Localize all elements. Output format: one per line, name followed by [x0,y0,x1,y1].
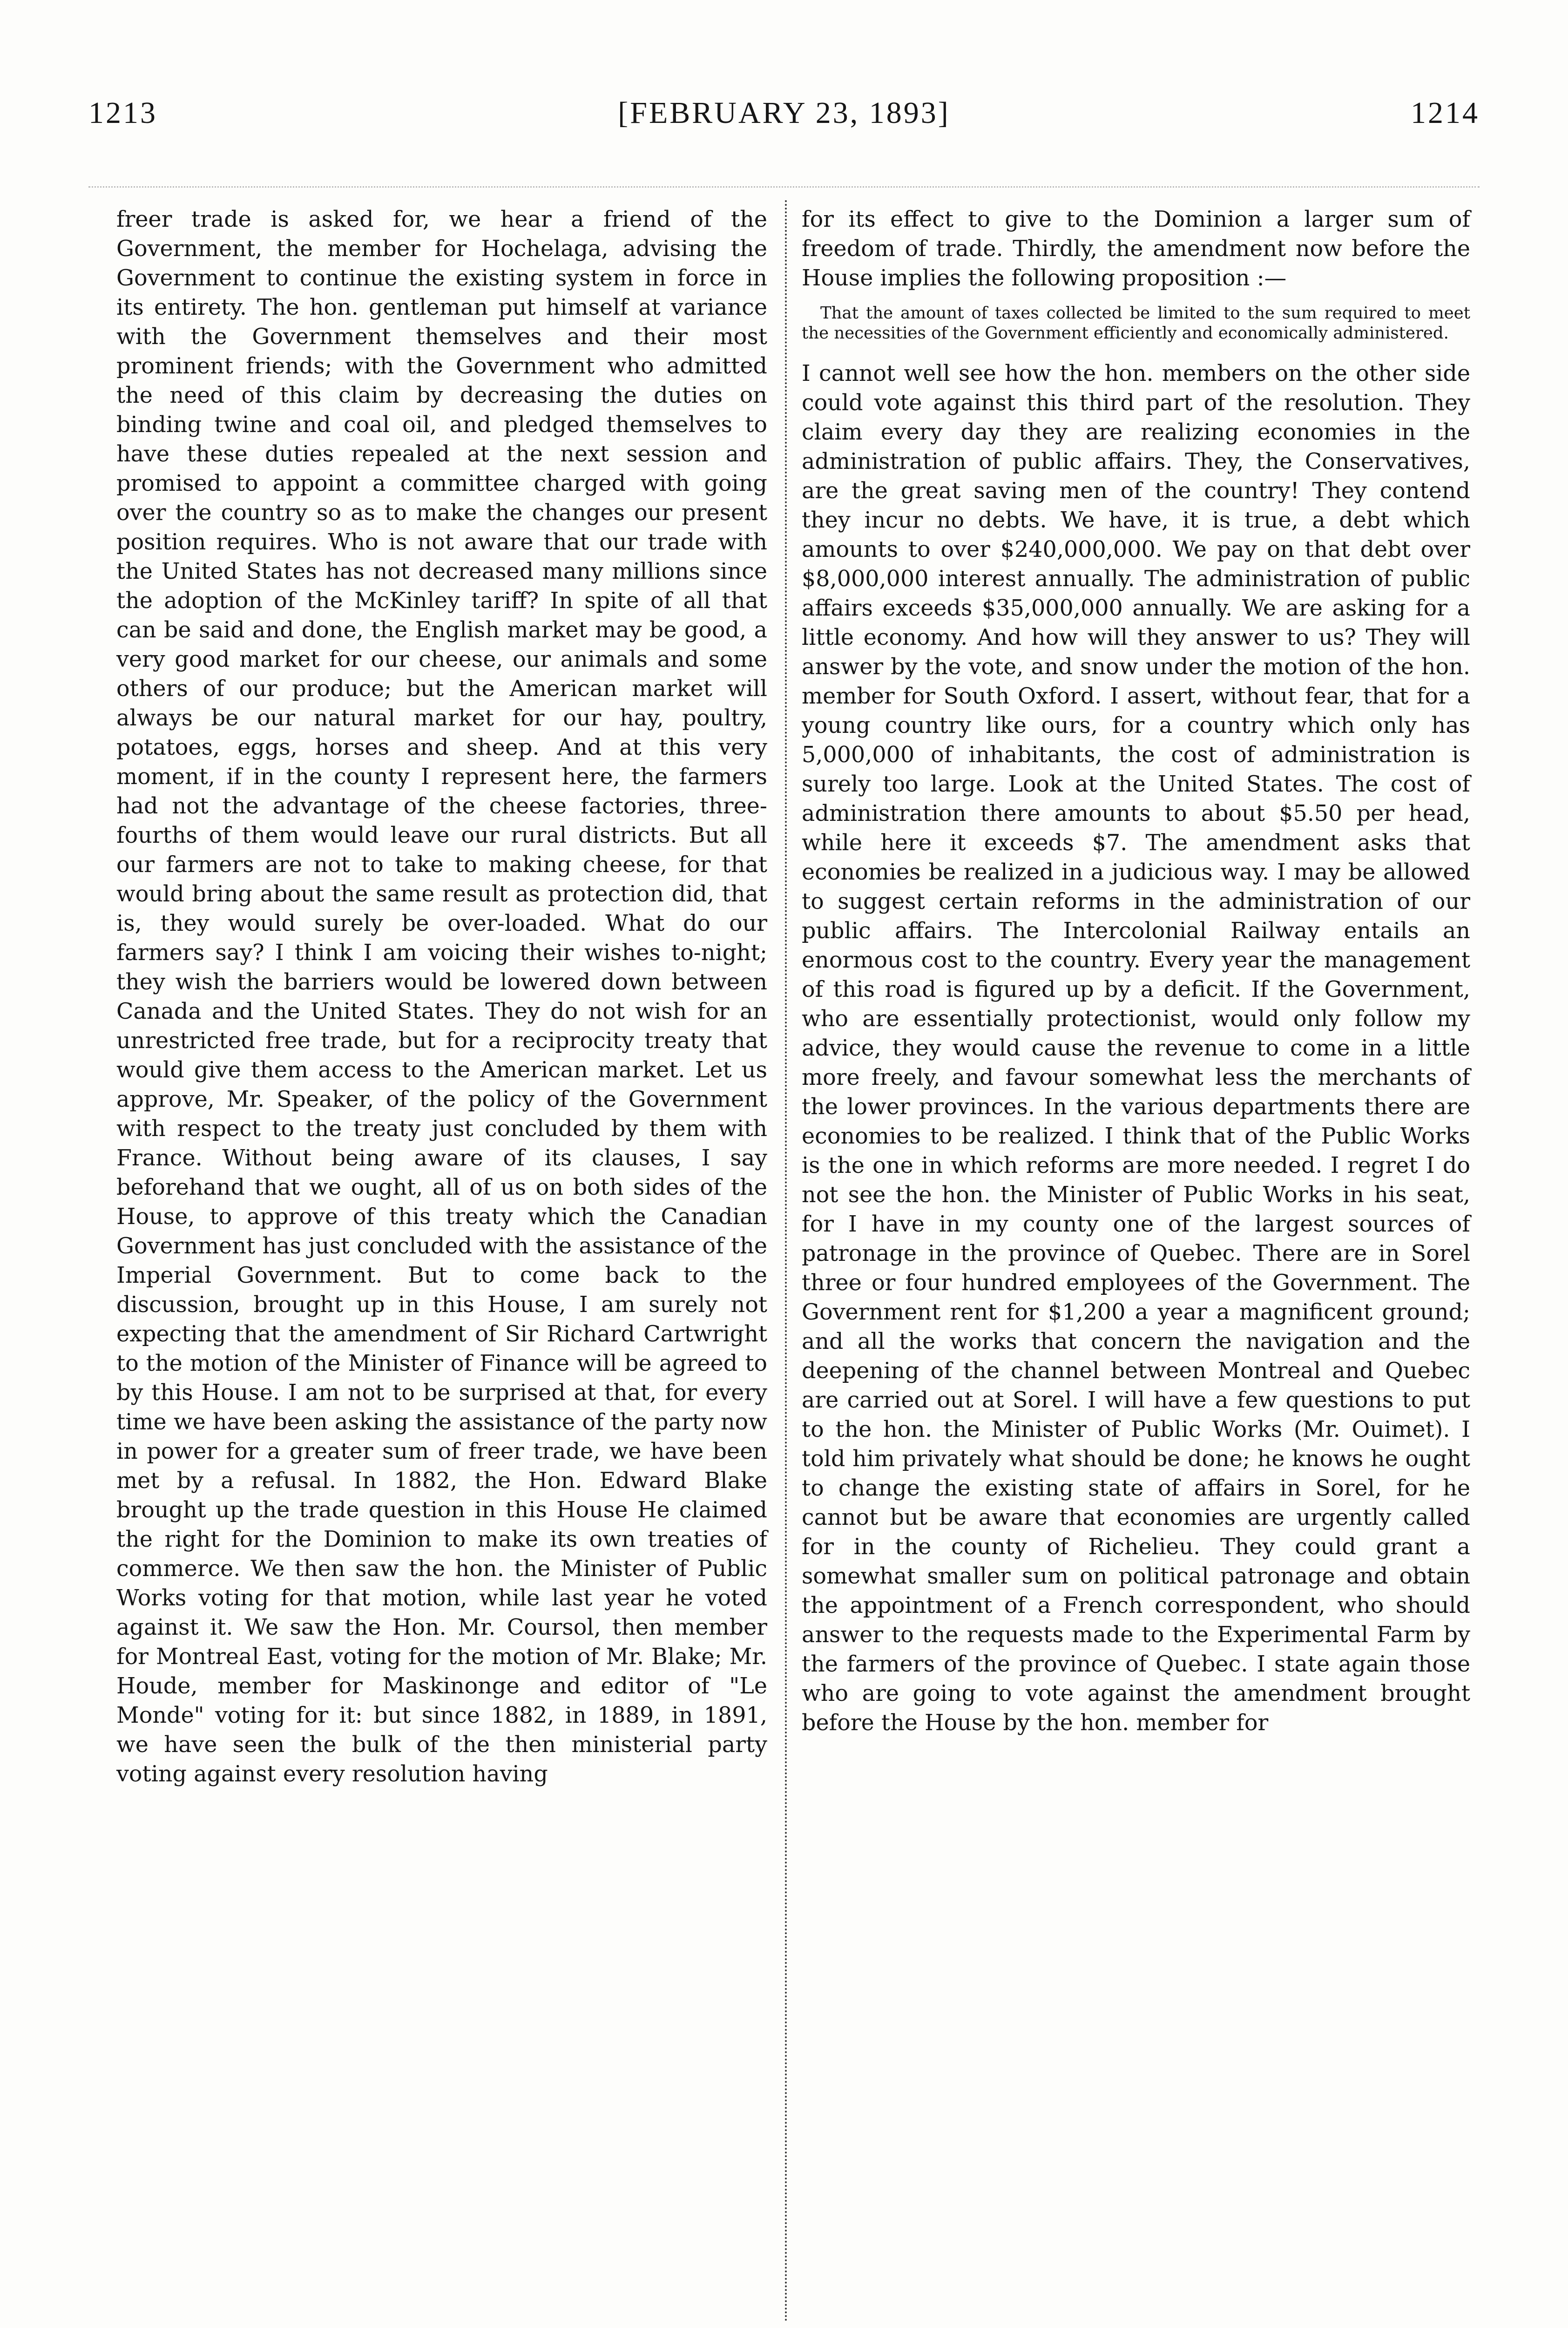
column-divider [785,200,787,2323]
right-column-text-intro: for its effect to give to the Dominion a larger sum of freedom of trade. Thirdly, the amendment now before the House implies the following proposition :— [802,207,1470,291]
header-rule [88,186,1480,188]
header-date: [FEBRUARY 23, 1893] [618,96,950,130]
right-page-number: 1214 [1411,96,1480,130]
left-column [116,205,767,1789]
right-column [802,205,1470,1738]
left-column-text: freer trade is asked for, we hear a friend of the Government, the member for Hochelaga, advising the Government to continue the existing system in force in its entirety. The hon. gentleman put himself at variance with the Government themselves and their most prominent friends; with the Government who admitted the need of this claim by decreasing the duties on binding twine and coal oil, and pledged themselves to have these duties repealed at the next session and promised to appoint a committee charged with going over the country so as to make the changes our present position requires. Who is not aware that our trade with the United States has not decreased many millions since the adoption of the McKinley tariff? In spite of all that can be said and done, the English market may be good, a very good market for our cheese, our animals and some others of our produce; but the American market will always be our natural market for our hay, poultry, potatoes, eggs, horses and sheep. And at this very moment, if in the county I represent here, the farmers had not the advantage of the cheese factories, three-fourths of them would leave our rural districts. But all our farmers are not to take to making cheese, for that would bring about the same result as protection did, that is, they would surely be over-loaded. What do our farmers say? I think I am voicing their wishes to-night; they wish the barriers would be lowered down between Canada and the United States. They do not wish for an unrestricted free trade, but for a reciprocity treaty that would give them access to the American market. Let us approve, Mr. Speaker, of the policy of the Government with respect to the treaty just concluded by them with France. Without being aware of its clauses, I say beforehand that we ought, all of us on both sides of the House, to approve of this treaty which the Canadian Government has just concluded with the assistance of the Imperial Government. But to come back to the discussion, brought up in this House, I am surely not expecting that the amendment of Sir Richard Cartwright to the motion of the Minister of Finance will be agreed to by this House. I am not to be surprised at that, for every time we have been asking the assistance of the party now in power for a greater sum of freer trade, we have been met by a refusal. In 1882, the Hon. Edward Blake brought up the trade question in this House He claimed the right for the Dominion to make its own treaties of commerce. We then saw the hon. the Minister of Public Works voting for that motion, while last year he voted against it. We saw the Hon. Mr. Coursol, then member for Montreal East, voting for the motion of Mr. Blake; Mr. Houde, member for Maskinonge and editor of "Le Monde" voting for it: but since 1882, in 1889, in 1891, we have seen the bulk of the then ministerial party voting against every resolution having [116,207,767,1787]
resolution-quote: That the amount of taxes collected be limited to the sum required to meet the necessities of the Government efficiently and economically administered. [802,304,1470,343]
right-column-text-main: I cannot well see how the hon. members on the other side could vote against this third part of the resolution. They claim every day they are realizing economies in the administration of public affairs. They, the Conservatives, are the great saving men of the country! They contend they incur no debts. We have, it is true, a debt which amounts to over $240,000,000. We pay on that debt over $8,000,000 interest annually. The administration of public affairs exceeds $35,000,000 annually. We are asking for a little economy. And how will they answer to us? They will answer by the vote, and snow under the motion of the hon. member for South Oxford. I assert, without fear, that for a young country like ours, for a country which only has 5,000,000 of inhabitants, the cost of administration is surely too large. Look at the United States. The cost of administration there amounts to about $5.50 per head, while here it exceeds $7. The amendment asks that economies be realized in a judicious way. I may be allowed to suggest certain reforms in the administration of our public affairs. The Intercolonial Railway entails an enormous cost to the country. Every year the management of this road is figured up by a deficit. If the Government, who are essentially protectionist, would only follow my advice, they would cause the revenue to come in a little more freely, and favour somewhat less the merchants of the lower provinces. In the various departments there are economies to be realized. I think that of the Public Works is the one in which reforms are more needed. I regret I do not see the hon. the Minister of Public Works in his seat, for I have in my county one of the largest sources of patronage in the province of Quebec. There are in Sorel three or four hundred employees of the Government. The Government rent for $1,200 a year a magnificent ground; and all the works that concern the navigation and the deepening of the channel between Montreal and Quebec are carried out at Sorel. I will have a few questions to put to the hon. the Minister of Public Works (Mr. Ouimet). I told him privately what should be done; he knows he ought to change the existing state of affairs in Sorel, for he cannot but be aware that economies are urgently called for in the county of Richelieu. They could grant a somewhat smaller sum on political patronage and obtain the appointment of a French correspondent, who should answer to the requests made to the Experimental Farm by the farmers of the province of Quebec. I state again those who are going to vote against the amendment brought before the House by the hon. member for [802,361,1470,1736]
page-header [88,95,1480,142]
left-page-number: 1213 [88,96,157,130]
